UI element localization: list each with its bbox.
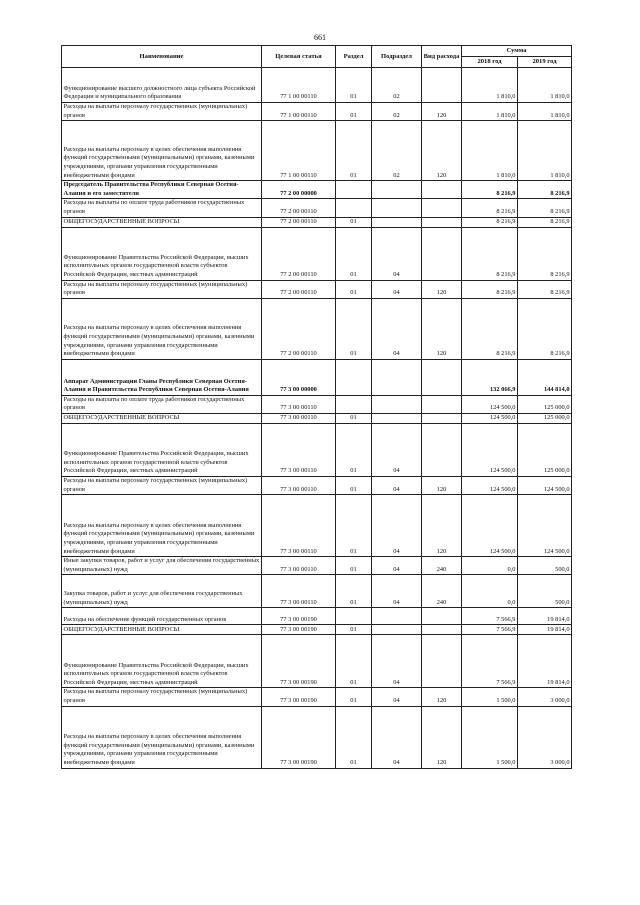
cell-subsection: [372, 608, 422, 625]
cell-2018: 8 216,9: [462, 298, 518, 359]
cell-expense-type: 120: [422, 706, 462, 768]
cell-expense-type: 120: [422, 298, 462, 359]
table-row: [62, 68, 572, 103]
cell-name: ОБЩЕГОСУДАРСТВЕННЫЕ ВОПРОСЫ: [62, 413, 262, 423]
cell-subsection: 04: [372, 495, 422, 557]
cell-expense-type: [422, 635, 462, 688]
cell-2019: 3 000,0: [518, 706, 572, 768]
cell-section: 01: [336, 706, 372, 768]
cell-section: 01: [336, 688, 372, 706]
cell-expense-type: 120: [422, 280, 462, 298]
cell-section: [336, 181, 372, 199]
cell-name: Председатель Правительства Республики Северная Осетия-Алания и его заместители: [62, 181, 262, 199]
cell-section: 01: [336, 575, 372, 608]
cell-2019: 19 814,0: [518, 608, 572, 625]
cell-name: Расходы на выплаты персоналу в целях обеспечения выполнения функций государственными (муниципальными) органами, казенными учреждениями, органами управления государственными внебюджетными фондами: [62, 706, 262, 768]
header-2018: 2018 год: [462, 57, 518, 68]
cell-subsection: 02: [372, 103, 422, 121]
cell-2019: 125 000,0: [518, 413, 572, 423]
cell-subsection: 04: [372, 575, 422, 608]
cell-target: 77 3 00 00190: [262, 608, 336, 625]
table-row: [62, 575, 572, 608]
cell-expense-type: 120: [422, 688, 462, 706]
cell-section: 01: [336, 68, 372, 103]
cell-section: 01: [336, 227, 372, 280]
cell-expense-type: 120: [422, 476, 462, 494]
table-body: [62, 68, 572, 769]
cell-2019: 19 814,0: [518, 625, 572, 635]
cell-2019: 8 216,9: [518, 280, 572, 298]
cell-section: [336, 395, 372, 413]
cell-name: Расходы на выплаты персоналу государственных (муниципальных) органов: [62, 280, 262, 298]
cell-target: 77 3 00 00110: [262, 395, 336, 413]
cell-target: 77 3 00 00000: [262, 359, 336, 395]
cell-target: 77 2 00 00110: [262, 217, 336, 227]
cell-target: 77 2 00 00110: [262, 227, 336, 280]
cell-2019: 124 500,0: [518, 495, 572, 557]
cell-subsection: [372, 395, 422, 413]
cell-expense-type: [422, 395, 462, 413]
cell-expense-type: [422, 608, 462, 625]
cell-name: Расходы на выплаты по оплате труда работников государственных органов: [62, 199, 262, 217]
cell-2019: 3 000,0: [518, 688, 572, 706]
cell-subsection: [372, 199, 422, 217]
cell-expense-type: 120: [422, 103, 462, 121]
cell-target: 77 2 00 00110: [262, 298, 336, 359]
cell-expense-type: 120: [422, 121, 462, 181]
cell-2018: 1 810,0: [462, 103, 518, 121]
cell-subsection: [372, 625, 422, 635]
cell-name: Расходы на выплаты персоналу государственных (муниципальных) органов: [62, 103, 262, 121]
cell-subsection: 02: [372, 68, 422, 103]
cell-section: 01: [336, 495, 372, 557]
cell-2019: 125 000,0: [518, 395, 572, 413]
table-row: [62, 625, 572, 635]
cell-expense-type: 240: [422, 575, 462, 608]
cell-2018: 1 810,0: [462, 121, 518, 181]
cell-section: 01: [336, 413, 372, 423]
cell-2018: 0,0: [462, 557, 518, 575]
cell-target: 77 3 00 00110: [262, 495, 336, 557]
cell-name: Функционирование Правительства Российской Федерации, высших исполнительных органов государственной власти субъектов Российской Федерации, местных администраций: [62, 423, 262, 476]
cell-target: 77 3 00 00110: [262, 575, 336, 608]
table-row: [62, 217, 572, 227]
cell-2019: 1 810,0: [518, 68, 572, 103]
header-sum: Сумма: [462, 46, 572, 57]
cell-section: [336, 608, 372, 625]
cell-2018: 8 216,9: [462, 199, 518, 217]
cell-2019: 1 810,0: [518, 103, 572, 121]
cell-name: Расходы на выплаты персоналу в целях обеспечения выполнения функций государственными (муниципальными) органами, казенными учреждениями, органами управления государственными внебюджетными фондами: [62, 121, 262, 181]
table-row: [62, 557, 572, 575]
cell-2018: 124 500,0: [462, 395, 518, 413]
cell-2019: 125 000,0: [518, 423, 572, 476]
table-row: [62, 359, 572, 395]
cell-section: 01: [336, 280, 372, 298]
cell-target: 77 3 00 00110: [262, 423, 336, 476]
cell-2018: 7 566,9: [462, 635, 518, 688]
cell-subsection: 04: [372, 423, 422, 476]
cell-target: 77 2 00 00110: [262, 199, 336, 217]
table-row: [62, 635, 572, 688]
header-expense-type: Вид расхода: [422, 46, 462, 68]
cell-2018: 132 066,9: [462, 359, 518, 395]
cell-subsection: 04: [372, 280, 422, 298]
cell-name: Иные закупки товаров, работ и услуг для обеспечения государственных (муниципальных) нужд: [62, 557, 262, 575]
cell-name: Расходы на выплаты персоналу государственных (муниципальных) органов: [62, 476, 262, 494]
cell-2019: 124 500,0: [518, 476, 572, 494]
table-row: [62, 395, 572, 413]
table-row: [62, 298, 572, 359]
table-row: [62, 706, 572, 768]
table-row: [62, 688, 572, 706]
table-row: [62, 476, 572, 494]
table-row: [62, 103, 572, 121]
cell-subsection: [372, 217, 422, 227]
cell-2019: 8 216,9: [518, 298, 572, 359]
cell-name: Аппарат Администрации Главы Республики Северная Осетия-Алания и Правительства Республики Северная Осетия-Алания: [62, 359, 262, 395]
cell-target: 77 3 00 00190: [262, 706, 336, 768]
cell-section: [336, 359, 372, 395]
cell-target: 77 2 00 00000: [262, 181, 336, 199]
table-row: [62, 181, 572, 199]
table-row: [62, 199, 572, 217]
cell-2018: 8 216,9: [462, 217, 518, 227]
cell-2018: 124 500,0: [462, 423, 518, 476]
cell-section: 01: [336, 103, 372, 121]
cell-target: 77 2 00 00110: [262, 280, 336, 298]
cell-target: 77 1 00 00110: [262, 68, 336, 103]
cell-expense-type: [422, 217, 462, 227]
cell-2018: 1 500,0: [462, 706, 518, 768]
cell-section: 01: [336, 298, 372, 359]
cell-2018: 124 500,0: [462, 476, 518, 494]
header-name: Наименование: [62, 46, 262, 68]
table-row: [62, 227, 572, 280]
cell-subsection: [372, 413, 422, 423]
cell-2018: 0,0: [462, 575, 518, 608]
cell-target: 77 3 00 00190: [262, 635, 336, 688]
cell-2018: 8 216,9: [462, 227, 518, 280]
cell-2019: 500,0: [518, 557, 572, 575]
cell-target: 77 3 00 00110: [262, 557, 336, 575]
cell-2018: 7 566,9: [462, 625, 518, 635]
cell-2019: 8 216,9: [518, 181, 572, 199]
cell-expense-type: [422, 68, 462, 103]
cell-name: Расходы на выплаты персоналу в целях обеспечения выполнения функций государственными (муниципальными) органами, казенными учреждениями, органами управления государственными внебюджетными фондами: [62, 495, 262, 557]
cell-section: 01: [336, 625, 372, 635]
cell-subsection: 02: [372, 121, 422, 181]
cell-section: 01: [336, 557, 372, 575]
cell-2019: 1 810,0: [518, 121, 572, 181]
cell-subsection: 04: [372, 227, 422, 280]
cell-name: ОБЩЕГОСУДАРСТВЕННЫЕ ВОПРОСЫ: [62, 217, 262, 227]
header-subsection: Подраздел: [372, 46, 422, 68]
cell-2018: 1 500,0: [462, 688, 518, 706]
cell-subsection: [372, 181, 422, 199]
table-row: [62, 121, 572, 181]
cell-2018: 7 566,9: [462, 608, 518, 625]
cell-name: Расходы на выплаты персоналу в целях обеспечения выполнения функций государственными (муниципальными) органами, казенными учреждениями, органами управления государственными внебюджетными фондами: [62, 298, 262, 359]
cell-name: ОБЩЕГОСУДАРСТВЕННЫЕ ВОПРОСЫ: [62, 625, 262, 635]
cell-name: Расходы на выплаты по оплате труда работников государственных органов: [62, 395, 262, 413]
cell-2019: 19 814,0: [518, 635, 572, 688]
cell-subsection: 04: [372, 635, 422, 688]
cell-2018: 124 500,0: [462, 413, 518, 423]
cell-2018: 124 500,0: [462, 495, 518, 557]
cell-name: Функционирование высшего должностного лица субъекта Российской Федерации и муниципального образования: [62, 68, 262, 103]
cell-target: 77 3 00 00190: [262, 625, 336, 635]
cell-expense-type: 240: [422, 557, 462, 575]
budget-table: [61, 45, 572, 769]
cell-expense-type: [422, 625, 462, 635]
cell-section: 01: [336, 217, 372, 227]
table-row: [62, 413, 572, 423]
cell-expense-type: [422, 227, 462, 280]
cell-target: 77 3 00 00110: [262, 476, 336, 494]
cell-expense-type: [422, 423, 462, 476]
cell-subsection: 04: [372, 688, 422, 706]
cell-2018: 8 216,9: [462, 280, 518, 298]
cell-section: 01: [336, 476, 372, 494]
table-row: [62, 495, 572, 557]
cell-subsection: 04: [372, 706, 422, 768]
cell-section: 01: [336, 121, 372, 181]
table-row: [62, 280, 572, 298]
cell-2019: 8 216,9: [518, 227, 572, 280]
cell-name: Закупка товаров, работ и услуг для обеспечения государственных (муниципальных) нужд: [62, 575, 262, 608]
cell-section: 01: [336, 423, 372, 476]
cell-subsection: 04: [372, 557, 422, 575]
cell-2018: 8 216,9: [462, 181, 518, 199]
cell-2019: 8 216,9: [518, 199, 572, 217]
header-section: Раздел: [336, 46, 372, 68]
cell-target: 77 3 00 00110: [262, 413, 336, 423]
cell-expense-type: [422, 413, 462, 423]
table-row: [62, 608, 572, 625]
cell-section: [336, 199, 372, 217]
cell-name: Расходы на выплаты персоналу государственных (муниципальных) органов: [62, 688, 262, 706]
cell-expense-type: [422, 359, 462, 395]
cell-expense-type: [422, 181, 462, 199]
header-2019: 2019 год: [518, 57, 572, 68]
cell-target: 77 1 00 00110: [262, 103, 336, 121]
header-target: Целевая статья: [262, 46, 336, 68]
cell-subsection: 04: [372, 476, 422, 494]
cell-target: 77 3 00 00190: [262, 688, 336, 706]
cell-name: Расходы на обеспечение функций государственных органов: [62, 608, 262, 625]
cell-name: Функционирование Правительства Российской Федерации, высших исполнительных органов государственной власти субъектов Российской Федерации, местных администраций: [62, 635, 262, 688]
page-number: 661: [314, 33, 326, 42]
cell-section: 01: [336, 635, 372, 688]
cell-name: Функционирование Правительства Российской Федерации, высших исполнительных органов государственной власти субъектов Российской Федерации, местных администраций: [62, 227, 262, 280]
cell-expense-type: 120: [422, 495, 462, 557]
cell-2019: 8 216,9: [518, 217, 572, 227]
cell-subsection: 04: [372, 298, 422, 359]
cell-2019: 500,0: [518, 575, 572, 608]
cell-subsection: [372, 359, 422, 395]
cell-2018: 1 810,0: [462, 68, 518, 103]
table-row: [62, 423, 572, 476]
cell-target: 77 1 00 00110: [262, 121, 336, 181]
cell-expense-type: [422, 199, 462, 217]
cell-2019: 144 814,0: [518, 359, 572, 395]
